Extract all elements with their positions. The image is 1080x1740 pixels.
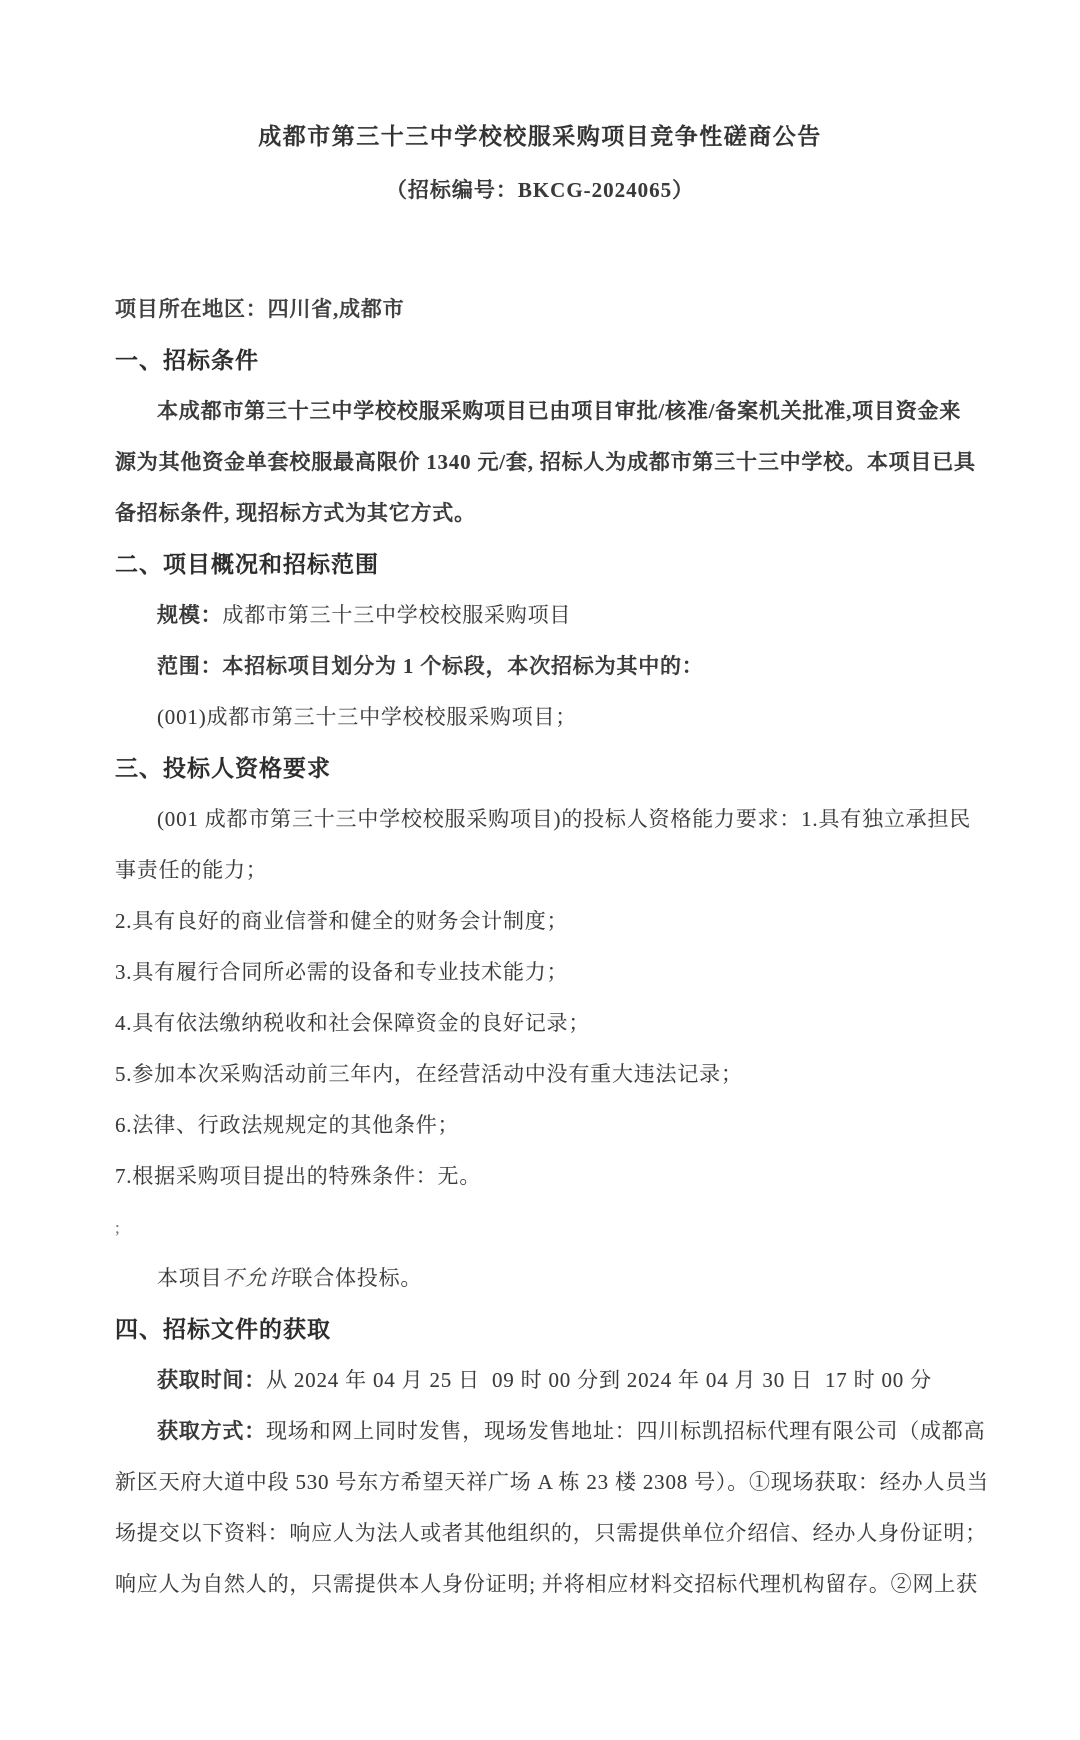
obtain-method-line: 响应人为自然人的，只需提供本人身份证明; 并将相应材料交招标代理机构留存。②网上获 (115, 1572, 978, 1596)
obtain-time-label: 获取时间： (157, 1368, 266, 1392)
lot-line: (001)成都市第三十三中学校校服采购项目； (157, 705, 578, 729)
joint-bid-suffix: 联合体投标。 (291, 1266, 423, 1290)
joint-bid-line (115, 1253, 965, 1304)
obtain-time-line (115, 1355, 965, 1406)
section-2-heading: 二、项目概况和招标范围 (115, 551, 379, 577)
section-1-paragraph-line: 本成都市第三十三中学校校服采购项目已由项目审批/核准/备案机关批准,项目资金来 (157, 399, 962, 423)
qualification-item: 7.根据采购项目提出的特殊条件：无。 (115, 1164, 482, 1188)
scope-line (115, 641, 965, 692)
scale-line (115, 590, 965, 641)
scale-value: 成都市第三十三中学校校服采购项目 (222, 603, 572, 627)
section-1-paragraph-line: 备招标条件, 现招标方式为其它方式。 (115, 501, 476, 525)
scale-label: 规模： (157, 603, 223, 627)
qualification-item: 2.具有良好的商业信誉和健全的财务会计制度； (115, 909, 569, 933)
scope-value: 本招标项目划分为 1 个标段，本次招标为其中的： (222, 654, 704, 678)
obtain-method-line: 场提交以下资料：响应人为法人或者其他组织的，只需提供单位介绍信、经办人身份证明； (115, 1521, 987, 1545)
scope-label: 范围： (157, 654, 223, 678)
section-3-heading: 三、投标人资格要求 (115, 755, 331, 781)
section-4-heading: 四、招标文件的获取 (115, 1316, 331, 1342)
obtain-method-label: 获取方式： (157, 1419, 266, 1443)
qualification-intro-line: (001 成都市第三十三中学校校服采购项目)的投标人资格能力要求：1.具有独立承担民 (157, 807, 972, 831)
obtain-method-line: 新区天府大道中段 530 号东方希望天祥广场 A 栋 23 楼 2308 号）。①现场获取：经办人员当 (115, 1470, 989, 1494)
qualification-item: 6.法律、行政法规规定的其他条件； (115, 1113, 460, 1137)
tender-number: （招标编号：BKCG-2024065） (385, 178, 695, 202)
document-title: 成都市第三十三中学校校服采购项目竞争性磋商公告 (258, 124, 822, 149)
qualification-item: 5.参加本次采购活动前三年内，在经营活动中没有重大违法记录； (115, 1062, 743, 1086)
obtain-time-value: 从 2024 年 04 月 25 日 09 时 00 分到 2024 年 04 月 30 日 17 时 00 分 (266, 1368, 932, 1392)
qualification-item: 4.具有依法缴纳税收和社会保障资金的良好记录； (115, 1011, 591, 1035)
qualification-item: 3.具有履行合同所必需的设备和专业技术能力； (115, 960, 569, 984)
qualification-intro-line: 事责任的能力； (115, 858, 268, 882)
joint-bid-prefix: 本项目 (157, 1266, 223, 1290)
joint-bid-not-allowed: 不允许 (222, 1266, 292, 1290)
section-1-paragraph-line: 源为其他资金单套校服最高限价 1340 元/套, 招标人为成都市第三十三中学校。本项目已具 (115, 450, 976, 474)
project-location-line: 项目所在地区：四川省,成都市 (115, 297, 405, 321)
stray-scan-mark: ; (115, 1218, 120, 1237)
obtain-method-line (115, 1406, 986, 1457)
section-1-heading: 一、招标条件 (115, 347, 259, 373)
obtain-method-text: 现场和网上同时发售，现场发售地址：四川标凯招标代理有限公司（成都高 (266, 1419, 986, 1443)
